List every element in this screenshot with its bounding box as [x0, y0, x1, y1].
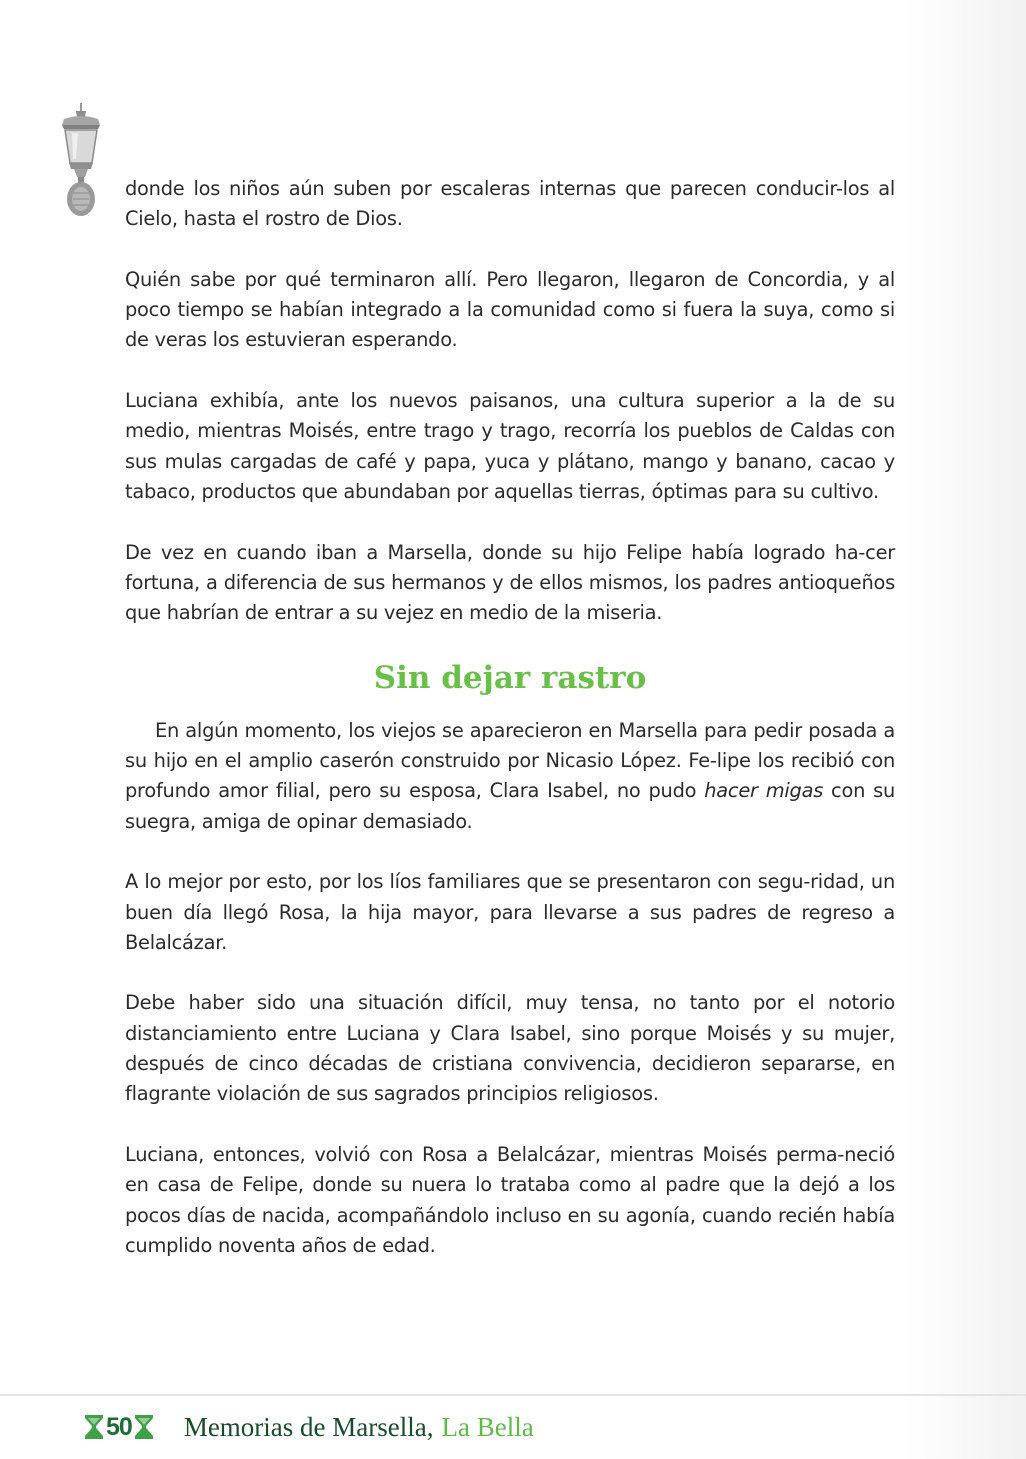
footer-divider	[0, 1394, 1026, 1396]
paragraph-1: donde los niños aún suben por escaleras internas que parecen conducir-los al Cielo, hasta el rostro de Dios.	[125, 177, 895, 231]
page-number: 50	[106, 1413, 132, 1441]
paragraph-5-text-b: con su suegra, amiga de opinar demasiado.	[125, 779, 896, 833]
paragraph-5-italic: hacer migas	[704, 779, 824, 803]
paragraph-6: A lo mejor por esto, por los líos familiares que se presentaron con segu-ridad, un buen día llegó Rosa, la hija mayor, para llevarse a sus padres de regreso a Belalcázar.	[125, 870, 895, 954]
paragraph-5-text-a: En algún momento, los viejos se aparecieron en Marsella para pedir posada a su hijo en el amplio caserón construido por Nicasio López. Fe-lipe los recibió con profundo amor filial, pero su esposa, Clara Isabel, no pudo	[125, 718, 895, 803]
book-title: Memorias de Marsella,	[183, 1412, 434, 1442]
hourglass-ornament-icon	[134, 1414, 154, 1440]
street-lamp-icon	[56, 103, 106, 217]
paragraph-7: Debe haber sido una situación difícil, muy tensa, no tanto por el notorio distanciamiento entre Luciana y Clara Isabel, sino porque Moisés y su mujer, después de cinco décadas de cristiana convivencia, decidieron separarse, en flagrante violación de sus sagrados principios religiosos.	[125, 991, 895, 1106]
paragraph-8: Luciana, entonces, volvió con Rosa a Belalcázar, mientras Moisés perma-neció en casa de Felipe, donde su nuera lo trataba como al padre que la dejó a los pocos días de nacida, acompañándolo incluso en su agonía, cuando recién había cumplido noventa años de edad.	[125, 1142, 895, 1257]
paragraph-5	[125, 716, 895, 837]
page-edge-shadow	[906, 0, 1026, 1459]
article-body	[125, 174, 895, 1261]
page-footer	[84, 1409, 534, 1445]
hourglass-ornament-icon	[84, 1414, 104, 1440]
paragraph-4: De vez en cuando iban a Marsella, donde su hijo Felipe había logrado ha-cer fortuna, a diferencia de sus hermanos y de ellos mismos, los padres antioqueños que habrían de entrar a su vejez en medio de la miseria.	[125, 540, 895, 625]
paragraph-2: Quién sabe por qué terminaron allí. Pero llegaron, llegaron de Concordia, y al poco tiempo se habían integrado a la comunidad como si fuera la suya, como si de veras los estuvieran esperando.	[125, 267, 895, 352]
book-subtitle: La Bella	[441, 1412, 534, 1442]
paragraph-3: Luciana exhibía, ante los nuevos paisanos, una cultura superior a la de su medio, mientras Moisés, entre trago y trago, recorría los pueblos de Caldas con sus mulas cargadas de café y papa, yuca y plátano, mango y banano, cacao y tabaco, productos que abundaban por aquellas tierras, óptimas para su cultivo.	[125, 389, 895, 503]
section-title: Sin dejar rastro	[373, 659, 647, 696]
